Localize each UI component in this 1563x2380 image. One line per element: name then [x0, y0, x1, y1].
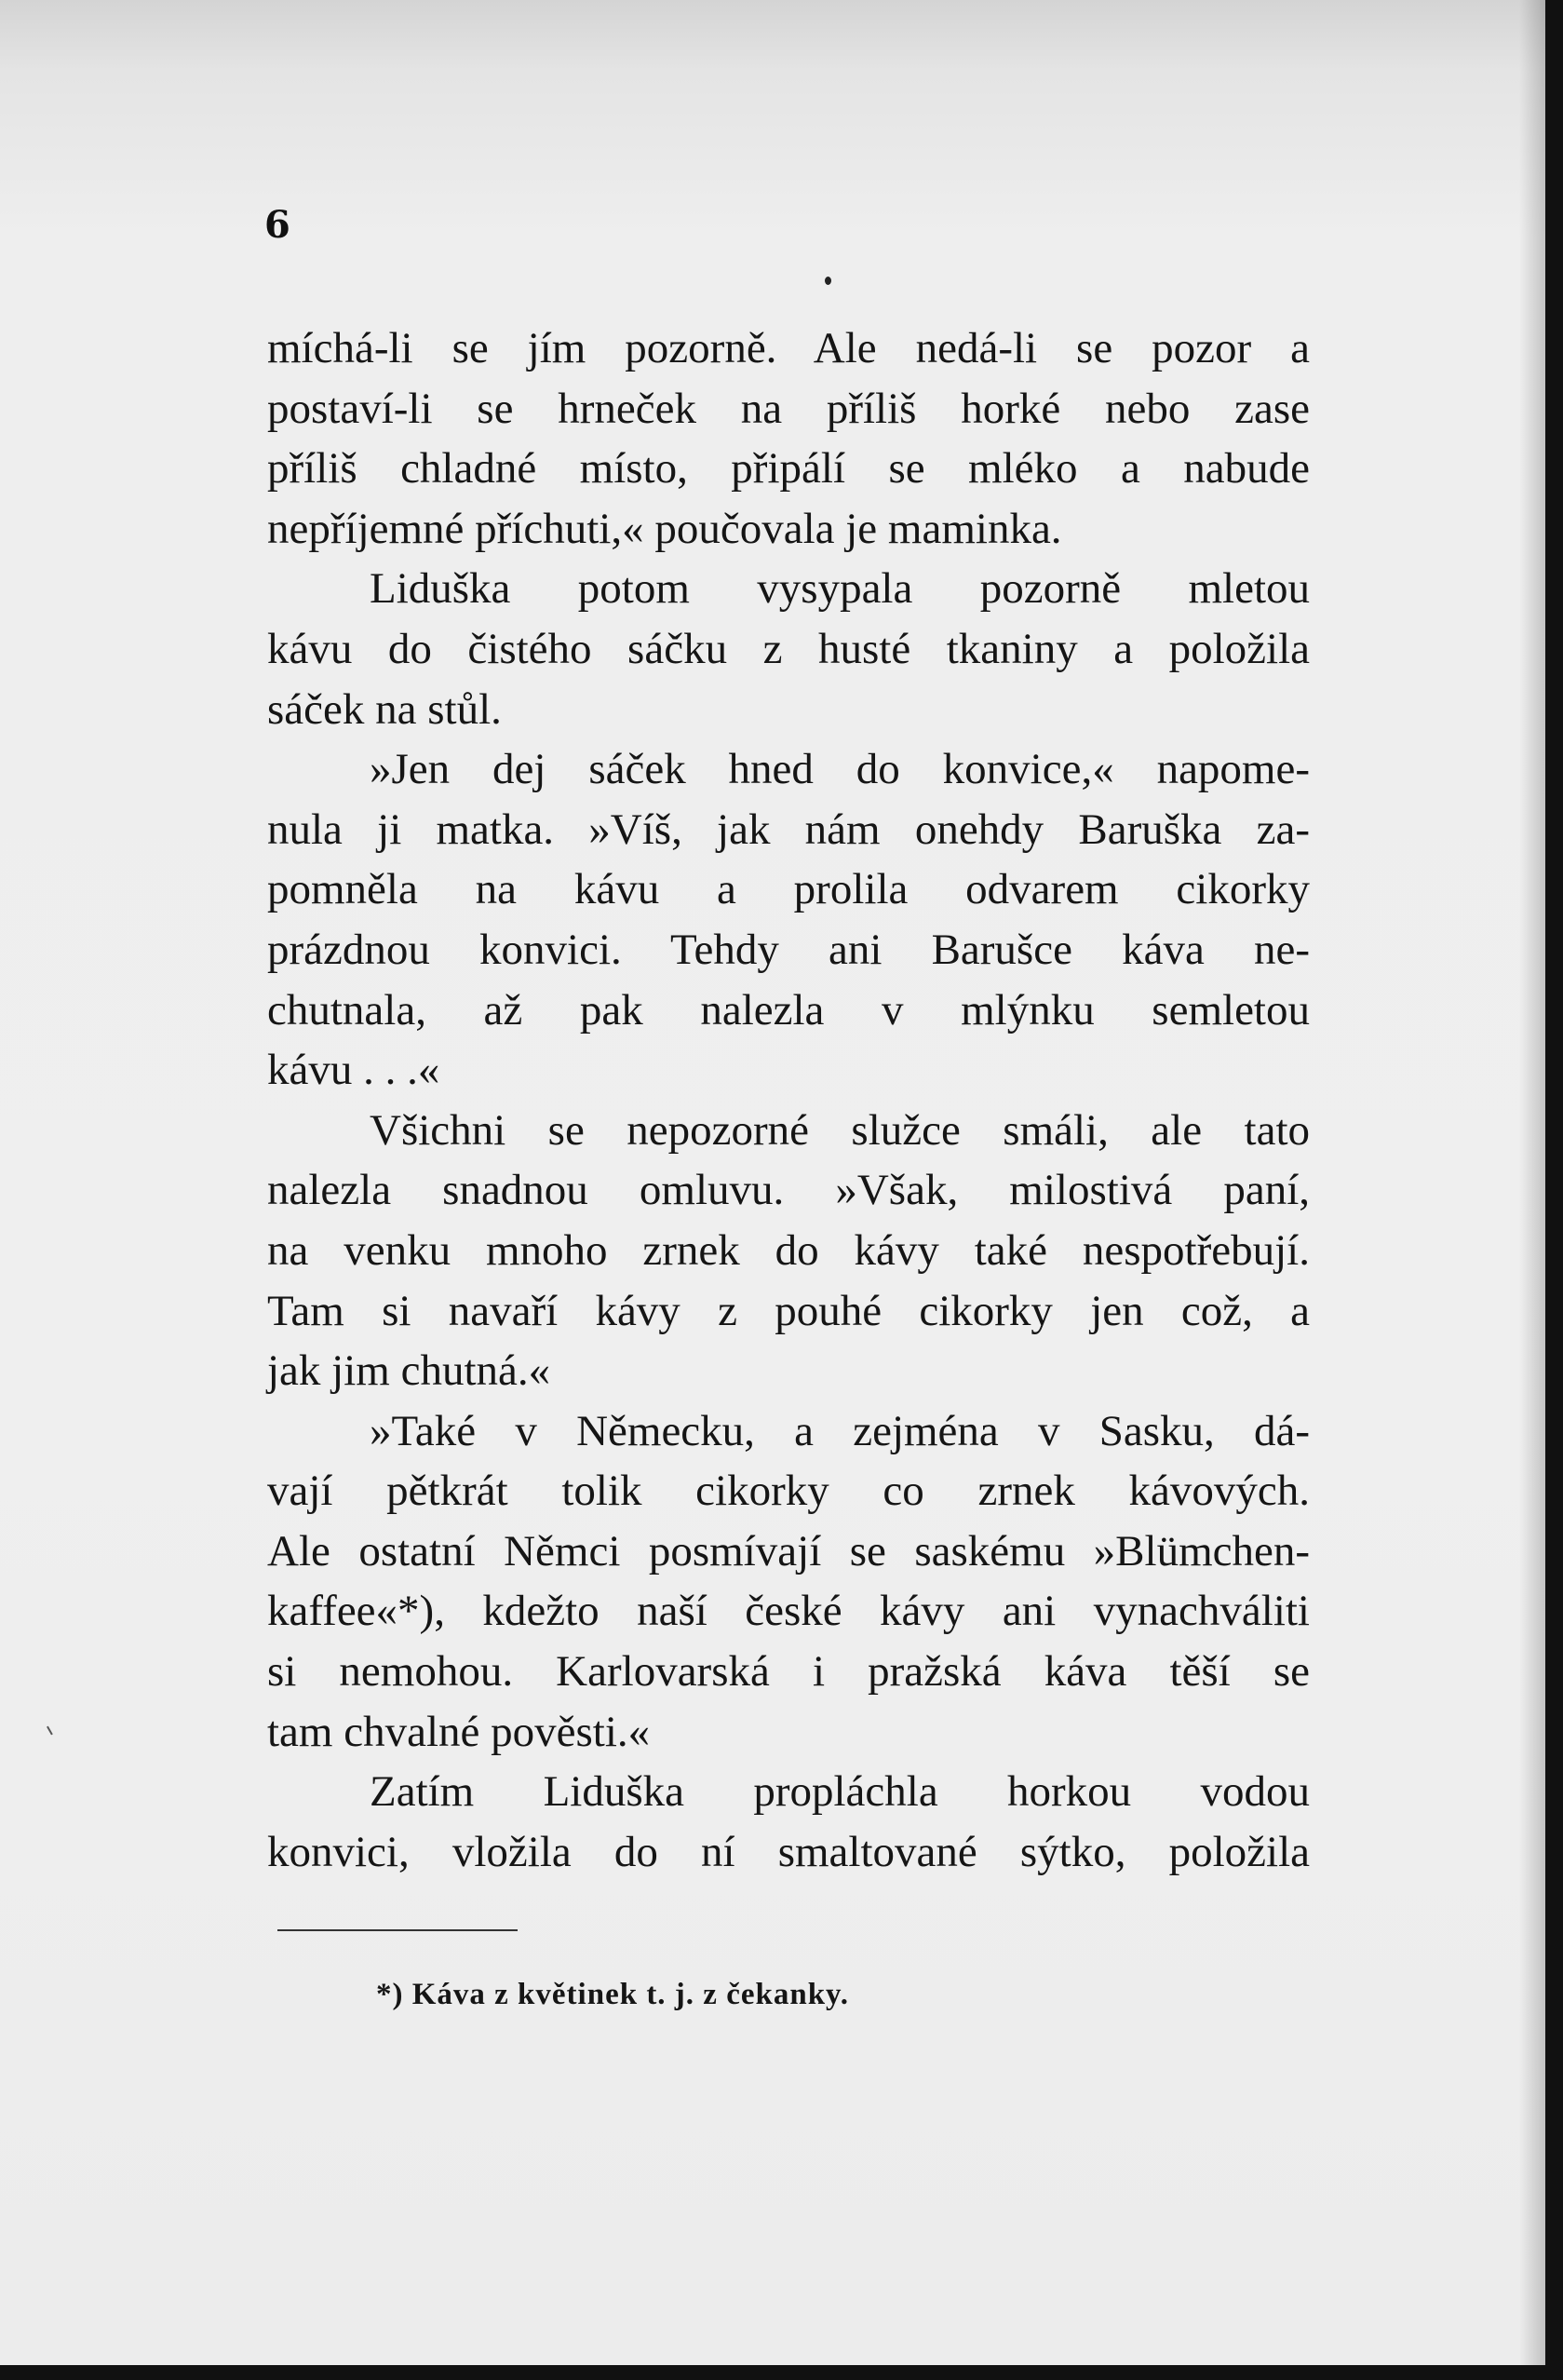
- text-line: nula ji matka. »Víš, jak nám onehdy Baruška za-: [267, 805, 1310, 854]
- text-line: kávu do čistého sáčku z husté tkaniny a položila: [267, 624, 1310, 673]
- scan-edge-bottom: [0, 2365, 1563, 2380]
- text-line: jak jim chutná.«: [267, 1346, 551, 1396]
- body-text: [267, 318, 1310, 1882]
- text-line: kaffee«*), kdežto naší české kávy ani vynachváliti: [267, 1587, 1310, 1636]
- text-line: »Jen dej sáček hned do konvice,« napome-: [370, 745, 1310, 794]
- text-line: míchá-li se jím pozorně. Ale nedá-li se pozor a: [267, 324, 1310, 372]
- text-line: nepříjemné příchuti,« poučovala je maminka.: [267, 504, 1062, 553]
- footnote-divider: [277, 1929, 518, 1931]
- text-line: příliš chladné místo, připálí se mléko a nabude: [267, 444, 1310, 494]
- margin-mark: [47, 1724, 58, 1736]
- text-line: Liduška potom vysypala pozorně mletou: [370, 564, 1310, 614]
- text-line: Zatím Liduška propláchla horkou vodou: [370, 1767, 1310, 1817]
- text-line: vají pětkrát tolik cikorky co zrnek kávových.: [267, 1467, 1310, 1516]
- footnote: *) Káva z květinek t. j. z čekanky.: [376, 1978, 849, 2011]
- page-number: 6: [264, 203, 290, 247]
- text-line: Tam si navaří kávy z pouhé cikorky jen což, a: [267, 1286, 1310, 1335]
- text-line: tam chvalné pověsti.«: [267, 1707, 651, 1756]
- text-line: konvici, vložila do ní smaltované sýtko, položila: [267, 1827, 1310, 1876]
- text-line: Ale ostatní Němci posmívají se saskému »Blümchen-: [267, 1526, 1310, 1575]
- text-line: si nemohou. Karlovarská i pražská káva těší se: [267, 1647, 1310, 1697]
- text-line: na venku mnoho zrnek do kávy také nespotřebují.: [267, 1225, 1310, 1275]
- text-line: kávu . . .«: [267, 1046, 440, 1095]
- text-line: pomněla na kávu a prolila odvarem cikorky: [267, 865, 1310, 914]
- text-line: postaví-li se hrneček na příliš horké nebo zase: [267, 384, 1310, 433]
- text-line: »Také v Německu, a zejména v Sasku, dá-: [370, 1406, 1310, 1455]
- scan-edge-right: [1545, 0, 1563, 2380]
- text-line: prázdnou konvici. Tehdy ani Barušce káva ne-: [267, 925, 1310, 974]
- print-speck: [825, 277, 831, 285]
- text-line: Všichni se nepozorné služce smáli, ale tato: [370, 1105, 1310, 1155]
- text-line: nalezla snadnou omluvu. »Však, milostivá paní,: [267, 1166, 1310, 1215]
- text-line: chutnala, až pak nalezla v mlýnku semletou: [267, 985, 1310, 1034]
- text-line: sáček na stůl.: [267, 684, 502, 734]
